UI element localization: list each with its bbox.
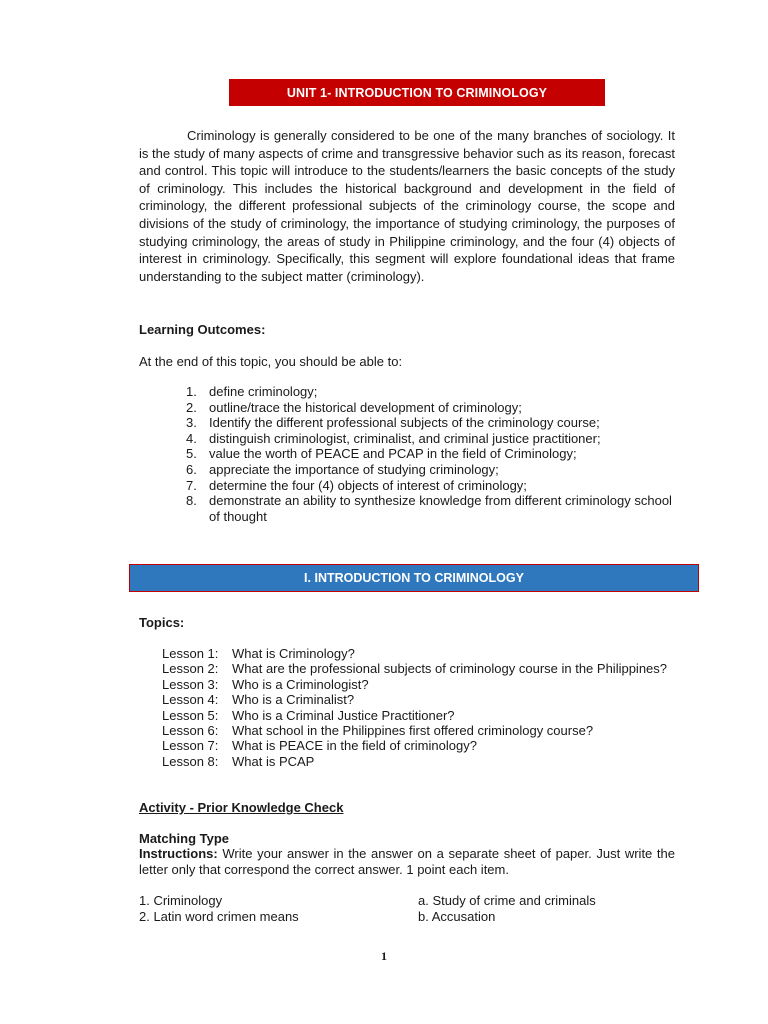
list-item-number: 3. xyxy=(186,415,197,431)
page-number: 1 xyxy=(381,949,387,963)
lesson-text: What is PCAP xyxy=(232,753,315,769)
lesson-text: What school in the Philippines first offered criminology course? xyxy=(232,723,594,739)
learning-outcomes-lead: At the end of this topic, you should be able to: xyxy=(139,354,403,369)
list-item xyxy=(186,431,675,447)
lesson-text: Who is a Criminologist? xyxy=(232,676,369,692)
lesson-text: What is Criminology? xyxy=(232,646,355,661)
lesson-text: What are the professional subjects of criminology course in the Philippines? xyxy=(232,661,668,677)
lesson-label: Lesson 4: xyxy=(162,692,219,708)
lesson-text: Who is a Criminalist? xyxy=(232,692,355,708)
list-item xyxy=(186,446,675,462)
matching-item: 2. Latin word crimen means xyxy=(139,909,299,924)
list-item-text: appreciate the importance of studying criminology; xyxy=(209,461,499,477)
list-item xyxy=(186,400,675,416)
unit-title-banner: UNIT 1- INTRODUCTION TO CRIMINOLOGY xyxy=(229,79,605,106)
matching-item: 1. Criminology xyxy=(139,893,223,908)
list-item-number: 4. xyxy=(186,430,197,446)
list-item xyxy=(186,493,675,524)
lesson-label: Lesson 8: xyxy=(162,753,219,769)
matching-choice: b. Accusation xyxy=(418,909,496,924)
lesson-item xyxy=(162,661,682,676)
learning-outcomes-list xyxy=(186,384,675,524)
list-item-number: 6. xyxy=(186,461,197,477)
list-item-number: 7. xyxy=(186,477,197,493)
list-item-text: determine the four (4) objects of interest of criminology; xyxy=(209,477,527,493)
lesson-label: Lesson 7: xyxy=(162,738,219,754)
list-item-text: outline/trace the historical development of criminology; xyxy=(209,399,522,415)
list-item-text: demonstrate an ability to synthesize knowledge from different criminology school of thought xyxy=(209,493,672,524)
list-item-number: 5. xyxy=(186,446,197,462)
instructions-label: Instructions: xyxy=(139,846,218,861)
matching-row xyxy=(139,909,675,925)
matching-row xyxy=(139,893,675,909)
list-item-text: value the worth of PEACE and PCAP in the field of Criminology; xyxy=(209,446,577,462)
list-item-text: distinguish criminologist, criminalist, and criminal justice practitioner; xyxy=(209,430,601,446)
lesson-label: Lesson 2: xyxy=(162,661,219,677)
matching-type-heading: Matching Type xyxy=(139,831,230,846)
list-item-text: Identify the different professional subjects of the criminology course; xyxy=(209,415,600,431)
instructions-paragraph xyxy=(139,846,675,878)
list-item-text: define criminology; xyxy=(209,384,318,399)
lesson-item xyxy=(162,723,682,738)
lesson-item xyxy=(162,677,682,692)
list-item xyxy=(186,384,675,400)
list-item-number: 2. xyxy=(186,399,197,415)
topics-heading: Topics: xyxy=(139,615,185,630)
list-item xyxy=(186,478,675,494)
lesson-label: Lesson 1: xyxy=(162,646,219,661)
lesson-item xyxy=(162,646,682,661)
instructions-text: Write your answer in the answer on a separate sheet of paper. Just write the letter only that correspond the correct answer. 1 point each item. xyxy=(139,846,675,877)
lesson-label: Lesson 5: xyxy=(162,707,219,723)
lesson-label: Lesson 6: xyxy=(162,723,219,739)
lesson-item xyxy=(162,738,682,753)
lesson-text: What is PEACE in the field of criminology? xyxy=(232,738,477,754)
lesson-label: Lesson 3: xyxy=(162,676,219,692)
learning-outcomes-heading: Learning Outcomes: xyxy=(139,322,266,337)
intro-paragraph-text: Criminology is generally considered to be one of the many branches of sociology. It is the study of many aspects of crime and transgressive behavior such as its reason, forecast and control. This topic will introduce to the students/learners the basic concepts of the study of criminology. This includes the historical background and development in the field of criminology, the different professional subjects of the criminology course, the scope and divisions of the study of criminology, the importance of studying criminology, the purposes of studying criminology, the areas of study in Philippine criminology, and the four (4) objects of interest in criminology. Specifically, this segment will explore foundational ideas that frame understanding to the subject matter (criminology). xyxy=(139,128,675,284)
list-item xyxy=(186,415,675,431)
intro-paragraph xyxy=(139,127,675,285)
matching-choice: a. Study of crime and criminals xyxy=(418,893,596,908)
list-item-number: 8. xyxy=(186,493,197,509)
lesson-item xyxy=(162,754,682,769)
section-title-banner: I. INTRODUCTION TO CRIMINOLOGY xyxy=(129,564,699,592)
lessons-list xyxy=(162,646,682,769)
activity-title: Activity - Prior Knowledge Check xyxy=(139,800,344,815)
list-item-number: 1. xyxy=(186,384,197,399)
lesson-item xyxy=(162,692,682,707)
lesson-item xyxy=(162,708,682,723)
lesson-text: Who is a Criminal Justice Practitioner? xyxy=(232,707,455,723)
list-item xyxy=(186,462,675,478)
